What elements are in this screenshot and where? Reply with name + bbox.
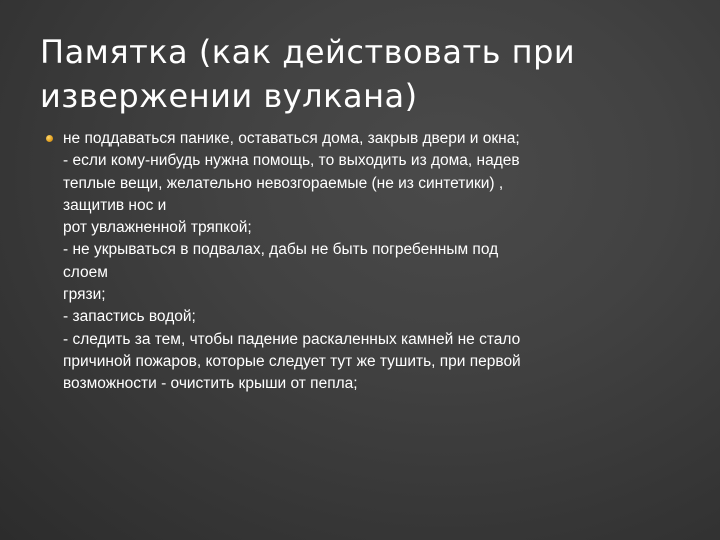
bullet-line: теплые вещи, желательно невозгораемые (не из синтетики) , [63,174,504,192]
bullet-item [46,128,646,396]
bullet-line: - не укрываться в подвалах, дабы не быть погребенным под [63,241,499,259]
bullet-line: защитив нос и [63,196,167,214]
slide-title: Памятка (как действовать при извержении вулкана) [40,33,576,115]
bullet-text [63,128,646,396]
bullet-dot-icon [46,135,53,142]
bullet-line: - если кому-нибудь нужна помощь, то выходить из дома, надев [63,152,520,170]
slide-body [46,128,646,396]
bullet-line: возможности - очистить крыши от пепла; [63,375,358,393]
bullet-line: слоем [63,263,108,281]
bullet-line: грязи; [63,286,106,304]
bullet-line: - запастись водой; [63,308,196,326]
bullet-line: рот увлажненной тряпкой; [63,219,252,237]
bullet-line: не поддаваться панике, оставаться дома, закрыв двери и окна; [63,130,520,147]
bullet-line: - следить за тем, чтобы падение раскаленных камней не стало [63,330,521,348]
bullet-line: причиной пожаров, которые следует тут же тушить, при первой [63,352,521,370]
